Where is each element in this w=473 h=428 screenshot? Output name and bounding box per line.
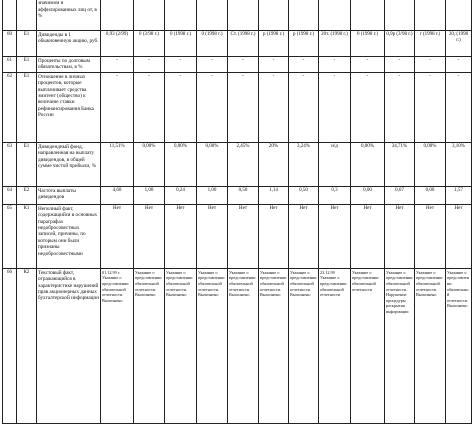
value-cell (289, 0, 319, 31)
value-cell: 20, (1998 г.) (446, 31, 472, 57)
value-cell: - (351, 72, 385, 142)
value-cell: Указание о представлении обязательной отчетности. Нарушение процедуры раскрытия информации (385, 268, 415, 423)
value-cell: 0,3 (319, 186, 351, 204)
value-cell: Нет (415, 204, 446, 268)
table-row (3, 186, 472, 204)
value-cell (319, 0, 351, 31)
value-cell: Нет (351, 204, 385, 268)
value-cell: Указание о представлении обязательной отчетности. Выполнено (197, 268, 228, 423)
value-cell: н/д (319, 142, 351, 186)
value-cell: - (134, 72, 165, 142)
value-cell (197, 0, 228, 31)
value-cell: 0 (1998 г.) (351, 31, 385, 57)
value-cell: - (415, 57, 446, 73)
row-number: 62 (3, 72, 17, 142)
indicator-name: Частота выплаты дивидендов (37, 186, 101, 204)
value-cell: - (319, 72, 351, 142)
value-cell: 1,00 (134, 186, 165, 204)
value-cell: 0,50 (289, 186, 319, 204)
value-cell: Указание о представлении обязательной отчетности. Выполнено (415, 268, 446, 423)
value-cell: 0,00% (197, 142, 228, 186)
value-cell: 0,00 (415, 186, 446, 204)
table-row (3, 204, 472, 268)
value-cell: Указание о представлении обязательной отчетности. Выполнено (289, 268, 319, 423)
row-code: Е1 (17, 57, 37, 73)
table-row (3, 72, 472, 142)
value-cell: - (289, 57, 319, 73)
value-cell: 20% (259, 142, 289, 186)
value-cell: - (165, 72, 197, 142)
value-cell: 11,51% (101, 142, 134, 186)
value-cell: 0 (1998 г.) (165, 31, 197, 57)
value-cell: Нет (165, 204, 197, 268)
value-cell: Указание о представлении обязательной отчетности. Выполнено (228, 268, 259, 423)
value-cell: - (385, 72, 415, 142)
row-code: К2 (17, 268, 37, 423)
row-number: 64 (3, 186, 17, 204)
value-cell (228, 0, 259, 31)
value-cell: 3,24% (289, 142, 319, 186)
value-cell: Нет (134, 204, 165, 268)
value-cell: Указание о представлении обязательной отчетности. Выполнено (165, 268, 197, 423)
row-code: Е1 (17, 72, 37, 142)
indicator-name: значимом и аффилированных лиц от, в % (37, 0, 101, 31)
value-cell: - (446, 72, 472, 142)
value-cell: 01.12.99 г. Указание о представлении обязательной отчетности. Выполнено (101, 268, 134, 423)
value-cell: Указание о представлении обязательной отчетности. Выполнено (134, 268, 165, 423)
value-cell: Нет (289, 204, 319, 268)
value-cell: - (259, 72, 289, 142)
table-row (3, 142, 472, 186)
value-cell: - (101, 72, 134, 142)
row-code: Е1 (17, 142, 37, 186)
value-cell: - (259, 57, 289, 73)
value-cell (351, 0, 385, 31)
indicator-name: Неполный факт, содержащийся в основных параграфах недобросовестных записей, причины, по которым они были признаны недобросовестными (37, 204, 101, 268)
value-cell: 20т. (1998 г.) (319, 31, 351, 57)
value-cell: 0,00% (134, 142, 165, 186)
value-cell (134, 0, 165, 31)
value-cell (165, 0, 197, 31)
value-cell: - (415, 72, 446, 142)
table-row (3, 31, 472, 57)
row-code: Е1 (17, 31, 37, 57)
value-cell: 0,00% (165, 142, 197, 186)
value-cell: Нет (197, 204, 228, 268)
row-number: 63 (3, 142, 17, 186)
value-cell: 0,93 (2/99) (101, 31, 134, 57)
value-cell: 2,45% (228, 142, 259, 186)
value-cell: 1,57 (446, 186, 472, 204)
value-cell: - (446, 57, 472, 73)
value-cell: Нет (101, 204, 134, 268)
value-cell (415, 0, 446, 31)
value-cell: г (1998 г.) (415, 31, 446, 57)
value-cell (446, 0, 472, 31)
value-cell: 0,24 (165, 186, 197, 204)
value-cell: 0,00% (415, 142, 446, 186)
value-cell: р (1998 г.) (259, 31, 289, 57)
value-cell: - (165, 57, 197, 73)
value-cell: 1,14 (259, 186, 289, 204)
value-cell: 3,10% (446, 142, 472, 186)
indicator-name: Проценты по долговым обязательствам, в % (37, 57, 101, 73)
indicator-name: Отношение в личных процентов, которые выплачивает средства эмитент (общество) к величине ставки рефинансирования Банка России (37, 72, 101, 142)
row-number (3, 0, 17, 31)
indicator-name: Дивидендный фонд, направленная на выплату дивидендов, в общей сумме чистой прибыли, % (37, 142, 101, 186)
value-cell: р (1998 г.) (289, 31, 319, 57)
value-cell (385, 0, 415, 31)
value-cell (101, 0, 134, 31)
value-cell: - (134, 57, 165, 73)
value-cell: - (351, 57, 385, 73)
value-cell: 0,67 (385, 186, 415, 204)
row-number: 60 (3, 31, 17, 57)
row-code: К1 (17, 204, 37, 268)
value-cell: 0,9р (3/98 г.) (385, 31, 415, 57)
value-cell: - (197, 72, 228, 142)
value-cell: 34,71% (385, 142, 415, 186)
value-cell: 1,00 (197, 186, 228, 204)
value-cell: 4,60 (101, 186, 134, 204)
value-cell: 0 (1998 г.) (197, 31, 228, 57)
value-cell: Указание о представлении обязательной отчетности. Выполнено (446, 268, 472, 423)
row-code: Е2 (17, 186, 37, 204)
value-cell: - (228, 57, 259, 73)
row-code (17, 0, 37, 31)
value-cell: Нет (385, 204, 415, 268)
indicator-name: Текстовый факт, отражающийся в характеристике нарушений прав акционерных данных бухгалтерской информации (37, 268, 101, 423)
table-row (3, 0, 472, 31)
value-cell: - (385, 57, 415, 73)
value-cell: 23.12.99 Указание о представлении обязательной отчетности (319, 268, 351, 423)
value-cell: - (197, 57, 228, 73)
value-cell: - (101, 57, 134, 73)
row-number: 65 (3, 204, 17, 268)
value-cell: Нет (446, 204, 472, 268)
indicators-table (2, 0, 472, 424)
value-cell: Нет (259, 204, 289, 268)
row-number: 61 (3, 57, 17, 73)
value-cell: 0,50 (228, 186, 259, 204)
value-cell: Нет (319, 204, 351, 268)
table-row (3, 268, 472, 423)
value-cell (259, 0, 289, 31)
value-cell: 0 (3/98 г.) (134, 31, 165, 57)
value-cell: - (319, 57, 351, 73)
table-row (3, 57, 472, 73)
value-cell: Ст. (1998 г.) (228, 31, 259, 57)
value-cell: - (289, 72, 319, 142)
value-cell: 0,00 (351, 186, 385, 204)
value-cell: Нет (228, 204, 259, 268)
value-cell: - (228, 72, 259, 142)
value-cell: Указание о представлении обязательной отчетности. Выполнено (259, 268, 289, 423)
indicator-name: Дивиденды в 1 обыкновенную акцию, руб. (37, 31, 101, 57)
row-number: 66 (3, 268, 17, 423)
value-cell: Указание о представлении обязательной отчетности (351, 268, 385, 423)
value-cell: 0,00% (351, 142, 385, 186)
